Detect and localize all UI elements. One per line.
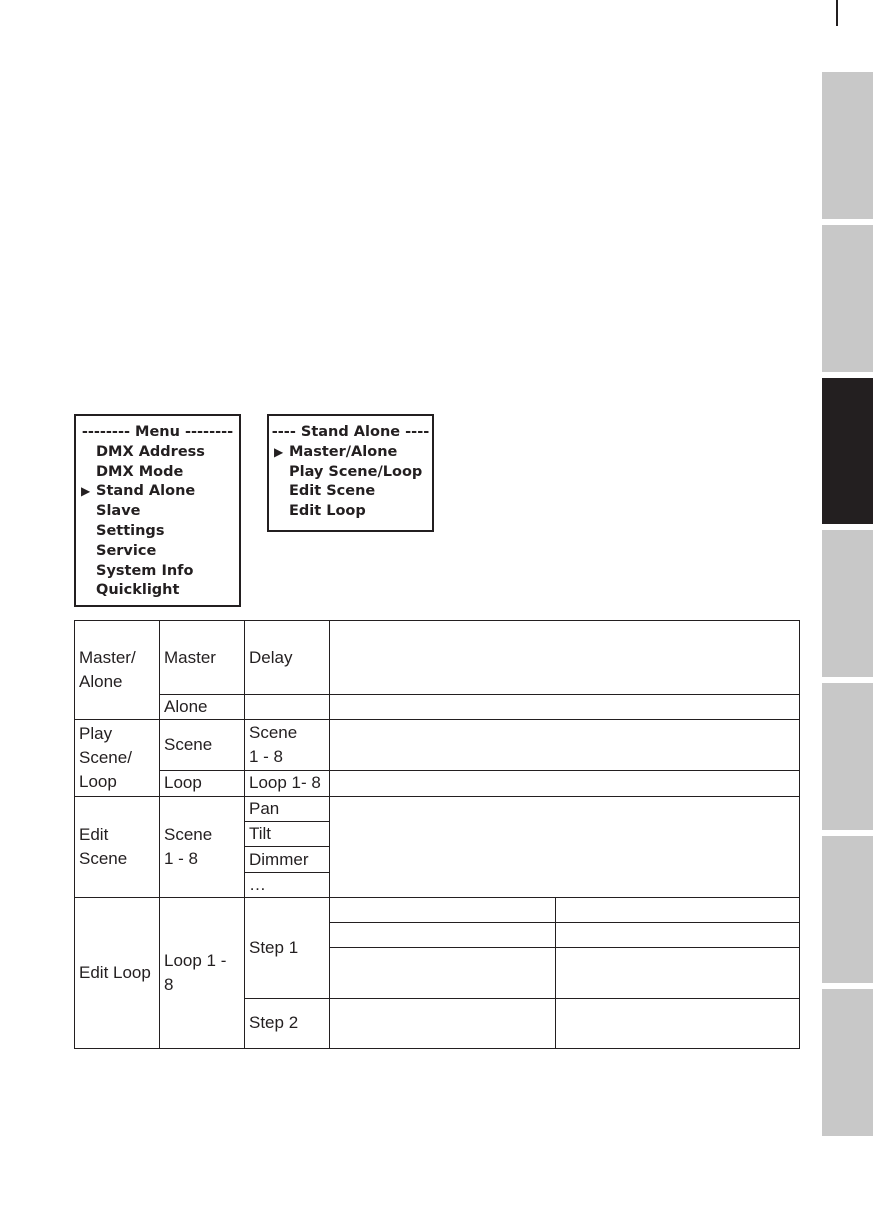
menu-item-dmx-mode[interactable] — [76, 463, 239, 483]
menu-item-dmx-address[interactable] — [76, 443, 239, 463]
chapter-tab-6[interactable] — [822, 836, 873, 983]
menu-item-label: Stand Alone — [96, 483, 196, 500]
cell-empty — [556, 948, 800, 998]
chapter-tab-3-active[interactable] — [822, 378, 873, 524]
menu-item-label: DMX Address — [96, 443, 205, 460]
menu-item-label: Master/Alone — [289, 443, 398, 460]
cell-empty — [330, 998, 556, 1048]
menu-structure-table — [74, 620, 800, 1049]
chapter-tab-4[interactable] — [822, 530, 873, 677]
table-row — [75, 770, 800, 796]
cell-play-scene-loop: Play Scene/ Loop — [75, 720, 160, 796]
chapter-tab-1[interactable] — [822, 72, 873, 219]
menu-item-label: Service — [96, 542, 157, 559]
menu-item-system-info[interactable] — [76, 562, 239, 582]
table-row — [75, 720, 800, 770]
cell-loop: Loop — [160, 770, 245, 796]
menu-item-settings[interactable] — [76, 522, 239, 542]
menu-item-play-scene-loop[interactable] — [269, 463, 432, 483]
table-row — [75, 621, 800, 695]
cell-empty — [556, 923, 800, 948]
menu-item-label: Quicklight — [96, 582, 180, 599]
cell-loop-range: Loop 1- 8 — [245, 770, 330, 796]
selection-arrow-icon: ▶ — [274, 444, 284, 459]
cell-ellipsis: … — [245, 873, 330, 898]
cell-empty — [245, 695, 330, 720]
cell-empty — [330, 948, 556, 998]
cell-master-alone: Master/ Alone — [75, 621, 160, 720]
cell-empty — [556, 998, 800, 1048]
cell-empty — [330, 770, 800, 796]
cell-empty — [556, 898, 800, 923]
chapter-tab-5[interactable] — [822, 683, 873, 830]
cell-alone: Alone — [160, 695, 245, 720]
table-row — [75, 796, 800, 821]
chapter-tab-2[interactable] — [822, 225, 873, 372]
cell-step-1: Step 1 — [245, 898, 330, 998]
menu-item-label: Settings — [96, 522, 165, 539]
menu-item-master-alone[interactable] — [269, 443, 432, 463]
menu-item-label: Edit Loop — [289, 503, 366, 520]
cell-empty — [330, 796, 800, 897]
cell-empty — [330, 898, 556, 923]
menu-item-edit-scene[interactable] — [269, 482, 432, 502]
cell-empty — [330, 621, 800, 695]
menu-item-quicklight[interactable] — [76, 581, 239, 601]
cell-tilt: Tilt — [245, 821, 330, 846]
menu-item-label: Slave — [96, 503, 141, 520]
crop-mark — [836, 0, 838, 26]
menu-item-stand-alone[interactable] — [76, 482, 239, 502]
main-menu-display — [74, 414, 241, 607]
cell-pan: Pan — [245, 796, 330, 821]
cell-edit-scene: Edit Scene — [75, 796, 160, 897]
cell-edit-scene-range: Scene 1 - 8 — [160, 796, 245, 897]
cell-step-2: Step 2 — [245, 998, 330, 1048]
chapter-tab-7[interactable] — [822, 989, 873, 1136]
menu-item-label: System Info — [96, 562, 194, 579]
cell-empty — [330, 695, 800, 720]
cell-empty — [330, 720, 800, 770]
cell-empty — [330, 923, 556, 948]
cell-scene-range: Scene 1 - 8 — [245, 720, 330, 770]
cell-dimmer: Dimmer — [245, 847, 330, 873]
menu-item-service[interactable] — [76, 542, 239, 562]
cell-scene: Scene — [160, 720, 245, 770]
table-row — [75, 695, 800, 720]
selection-arrow-icon: ▶ — [81, 484, 91, 499]
menu-item-edit-loop[interactable] — [269, 502, 432, 522]
cell-edit-loop: Edit Loop — [75, 898, 160, 1049]
table-row — [75, 898, 800, 923]
cell-edit-loop-range: Loop 1 - 8 — [160, 898, 245, 1049]
menu-item-label: Edit Scene — [289, 483, 376, 500]
menu-item-label: Play Scene/Loop — [289, 463, 423, 480]
stand-alone-display — [267, 414, 434, 532]
menu-item-label: DMX Mode — [96, 463, 184, 480]
stand-alone-title: ---- Stand Alone ---- — [271, 424, 430, 440]
cell-delay: Delay — [245, 621, 330, 695]
menu-item-slave[interactable] — [76, 502, 239, 522]
menu-title: -------- Menu -------- — [81, 424, 234, 440]
cell-master: Master — [160, 621, 245, 695]
